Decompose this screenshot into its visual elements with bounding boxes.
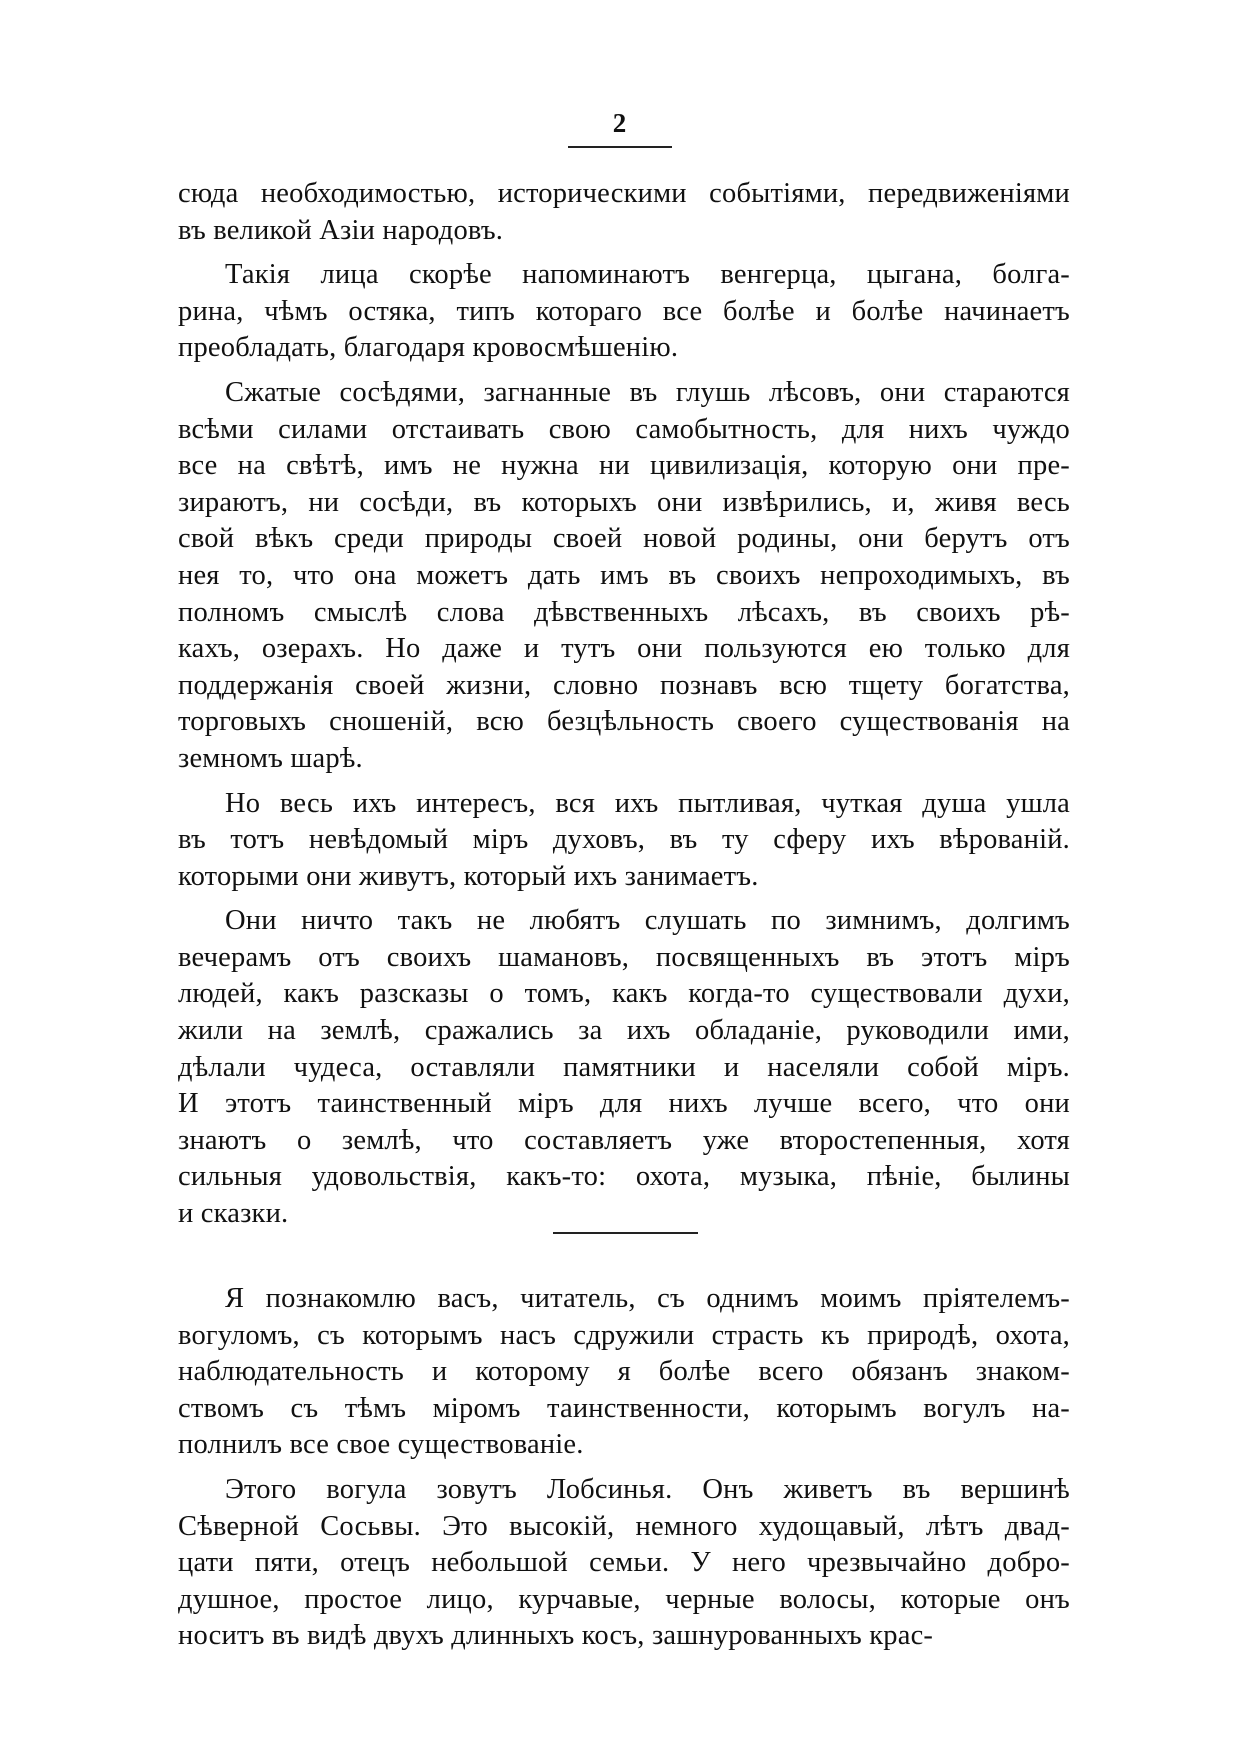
paragraph xyxy=(178,176,1070,249)
text-line: ствомъ съ тѣмъ міромъ таинственности, которымъ вогулъ на- xyxy=(178,1392,1070,1424)
text-line: наблюдательность и которому я болѣе всего обязанъ знаком- xyxy=(178,1356,1070,1388)
text-line: Но весь ихъ интересъ, вся ихъ пытливая, чуткая душа ушла xyxy=(225,787,1070,819)
paragraph xyxy=(178,903,1070,1232)
paragraph xyxy=(178,375,1070,778)
text-line: сильныя удовольствія, какъ-то: охота, музыка, пѣніе, былины xyxy=(178,1161,1070,1193)
text-line: цати пяти, отецъ небольшой семьи. У него чрезвычайно добро- xyxy=(178,1547,1070,1579)
text-line: Сжатые сосѣдями, загнанные въ глушь лѣсовъ, они стараются xyxy=(225,376,1070,408)
text-line: рина, чѣмъ остяка, типъ котораго все болѣе и болѣе начинаетъ xyxy=(178,295,1070,327)
text-line: вогуломъ, съ которымъ насъ сдружили страсть къ природѣ, охота, xyxy=(178,1319,1070,1351)
text-line: торговыхъ сношеній, всю безцѣльность своего существованія на xyxy=(178,706,1070,738)
text-line: людей, какъ разсказы о томъ, какъ когда-то существовали духи, xyxy=(178,978,1070,1010)
text-line: въ тотъ невѣдомый міръ духовъ, въ ту сферу ихъ вѣрованій. xyxy=(178,824,1070,856)
text-line: И этотъ таинственный міръ для нихъ лучше всего, что они xyxy=(178,1088,1070,1120)
text-line: все на свѣтѣ, имъ не нужна ни цивилизація, которую они пре- xyxy=(178,450,1070,482)
text-line: земномъ шарѣ. xyxy=(178,742,363,774)
text-line: Сѣверной Сосьвы. Это высокій, немного худощавый, лѣтъ двад- xyxy=(178,1510,1070,1542)
text-line: поддержанія своей жизни, словно познавъ всю тщету богатства, xyxy=(178,669,1070,701)
text-line: зираютъ, ни сосѣди, въ которыхъ они извѣрились, и, живя весь xyxy=(178,486,1070,518)
text-line: преобладать, благодаря кровосмѣшенію. xyxy=(178,332,679,364)
page-number-underline xyxy=(568,146,672,148)
text-line: Они ничто такъ не любятъ слушать по зимнимъ, долгимъ xyxy=(225,905,1070,937)
text-line: знаютъ о землѣ, что составляетъ уже второстепенныя, хотя xyxy=(178,1124,1070,1156)
text-section-2 xyxy=(178,1281,1070,1663)
text-line: дѣлали чудеса, оставляли памятники и населяли собой міръ. xyxy=(178,1051,1070,1083)
text-line: которыми они живутъ, который ихъ занимаетъ. xyxy=(178,860,759,892)
text-line: душное, простое лицо, курчавые, черные волосы, которые онъ xyxy=(178,1583,1070,1615)
text-line: носитъ въ видѣ двухъ длинныхъ косъ, зашнурованныхъ крас- xyxy=(178,1620,934,1652)
text-line: нея то, что она можетъ дать имъ въ своихъ непроходимыхъ, въ xyxy=(178,559,1070,591)
paragraph xyxy=(178,1281,1070,1464)
text-line: полнилъ все свое существованіе. xyxy=(178,1429,584,1461)
text-line: жили на землѣ, сражались за ихъ обладаніе, руководили ими, xyxy=(178,1015,1070,1047)
text-line: Я познакомлю васъ, читатель, съ однимъ моимъ пріятелемъ- xyxy=(225,1283,1070,1314)
text-line: всѣми силами отстаивать свою самобытность, для нихъ чуждо xyxy=(178,413,1070,445)
paragraph xyxy=(178,786,1070,896)
text-section-1 xyxy=(178,176,1070,1241)
paragraph xyxy=(178,1472,1070,1655)
text-line: вечерамъ отъ своихъ шамановъ, посвященныхъ въ этотъ міръ xyxy=(178,941,1070,973)
text-line: Такія лица скорѣе напоминаютъ венгерца, цыгана, болга- xyxy=(225,259,1070,291)
page-number: 2 xyxy=(612,108,628,138)
text-line: Этого вогула зовутъ Лобсинья. Онъ живетъ въ вершинѣ xyxy=(225,1473,1070,1505)
text-line: свой вѣкъ среди природы своей новой родины, они берутъ отъ xyxy=(178,523,1070,555)
text-line: кахъ, озерахъ. Но даже и тутъ они пользуются ею только для xyxy=(178,633,1070,665)
text-line: и сказки. xyxy=(178,1198,289,1230)
text-line: сюда необходимостью, историческими событіями, передвиженіями xyxy=(178,178,1070,209)
paragraph xyxy=(178,257,1070,367)
text-line: полномъ смыслѣ слова дѣвственныхъ лѣсахъ, въ своихъ рѣ- xyxy=(178,596,1070,628)
section-divider xyxy=(553,1232,698,1234)
text-line: въ великой Азіи народовъ. xyxy=(178,214,504,246)
